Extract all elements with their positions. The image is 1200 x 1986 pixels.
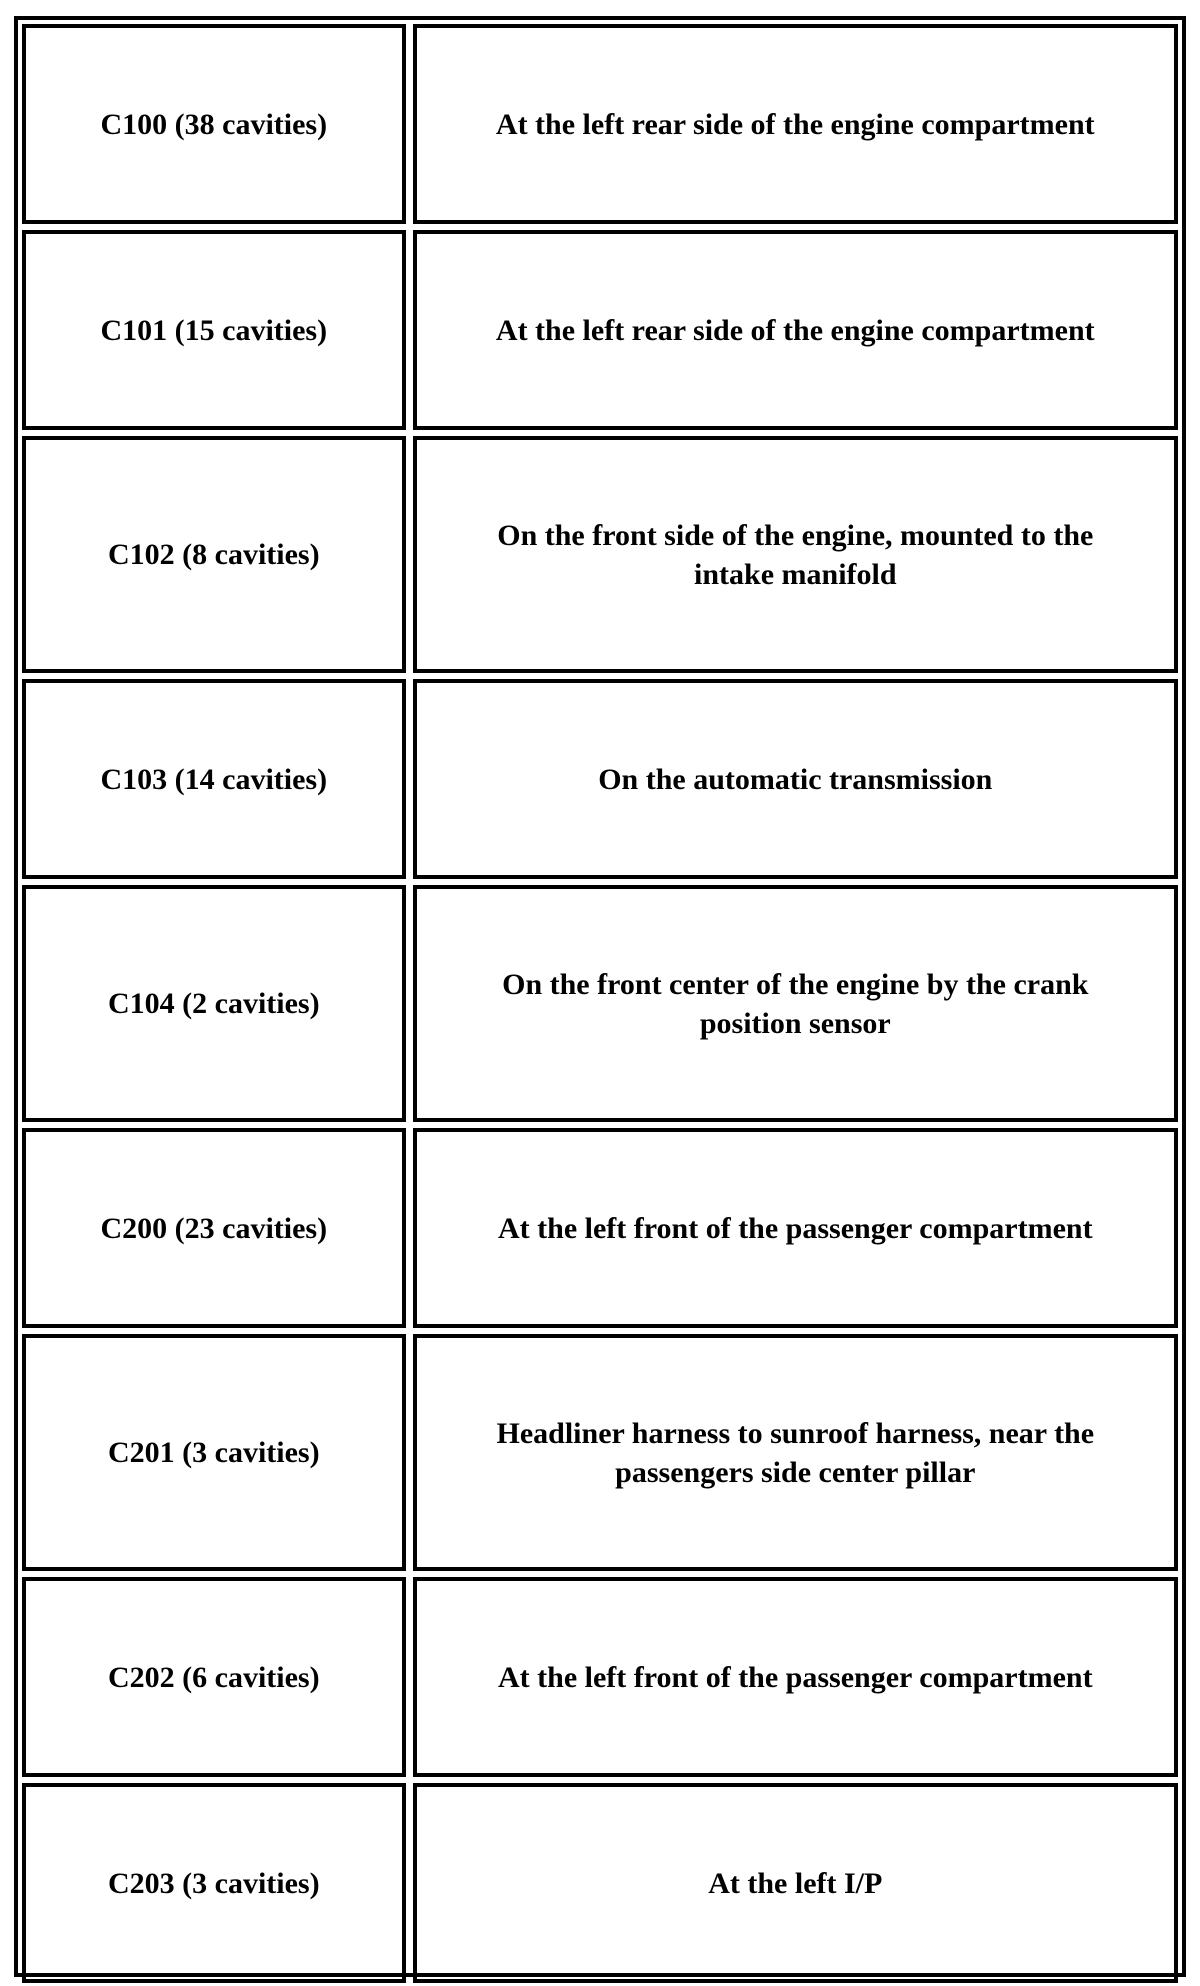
- connector-cell: C101 (15 cavities): [22, 230, 406, 430]
- connector-cell: C103 (14 cavities): [22, 679, 406, 879]
- connector-cell: C202 (6 cavities): [22, 1577, 406, 1777]
- connector-cell: C102 (8 cavities): [22, 436, 406, 673]
- connector-cell: C104 (2 cavities): [22, 885, 406, 1122]
- location-cell: On the front side of the engine, mounted to the intake manifold: [413, 436, 1178, 673]
- location-cell: At the left rear side of the engine compartment: [413, 230, 1178, 430]
- location-cell: At the left front of the passenger compartment: [413, 1577, 1178, 1777]
- table-row: [22, 230, 1178, 430]
- table-row: [22, 679, 1178, 879]
- table-row: [22, 1334, 1178, 1571]
- location-cell: At the left I/P: [413, 1783, 1178, 1983]
- connector-cell: C203 (3 cavities): [22, 1783, 406, 1983]
- table-row: [22, 1128, 1178, 1328]
- table-row: [22, 1783, 1178, 1983]
- connector-location-table: [14, 16, 1186, 1977]
- location-cell: At the left front of the passenger compartment: [413, 1128, 1178, 1328]
- table-row: [22, 24, 1178, 224]
- location-cell: On the front center of the engine by the crank position sensor: [413, 885, 1178, 1122]
- location-cell: On the automatic transmission: [413, 679, 1178, 879]
- location-cell: Headliner harness to sunroof harness, near the passengers side center pillar: [413, 1334, 1178, 1571]
- connector-cell: C100 (38 cavities): [22, 24, 406, 224]
- connector-cell: C201 (3 cavities): [22, 1334, 406, 1571]
- table-row: [22, 1577, 1178, 1777]
- table-row: [22, 885, 1178, 1122]
- location-cell: At the left rear side of the engine compartment: [413, 24, 1178, 224]
- connector-cell: C200 (23 cavities): [22, 1128, 406, 1328]
- table-row: [22, 436, 1178, 673]
